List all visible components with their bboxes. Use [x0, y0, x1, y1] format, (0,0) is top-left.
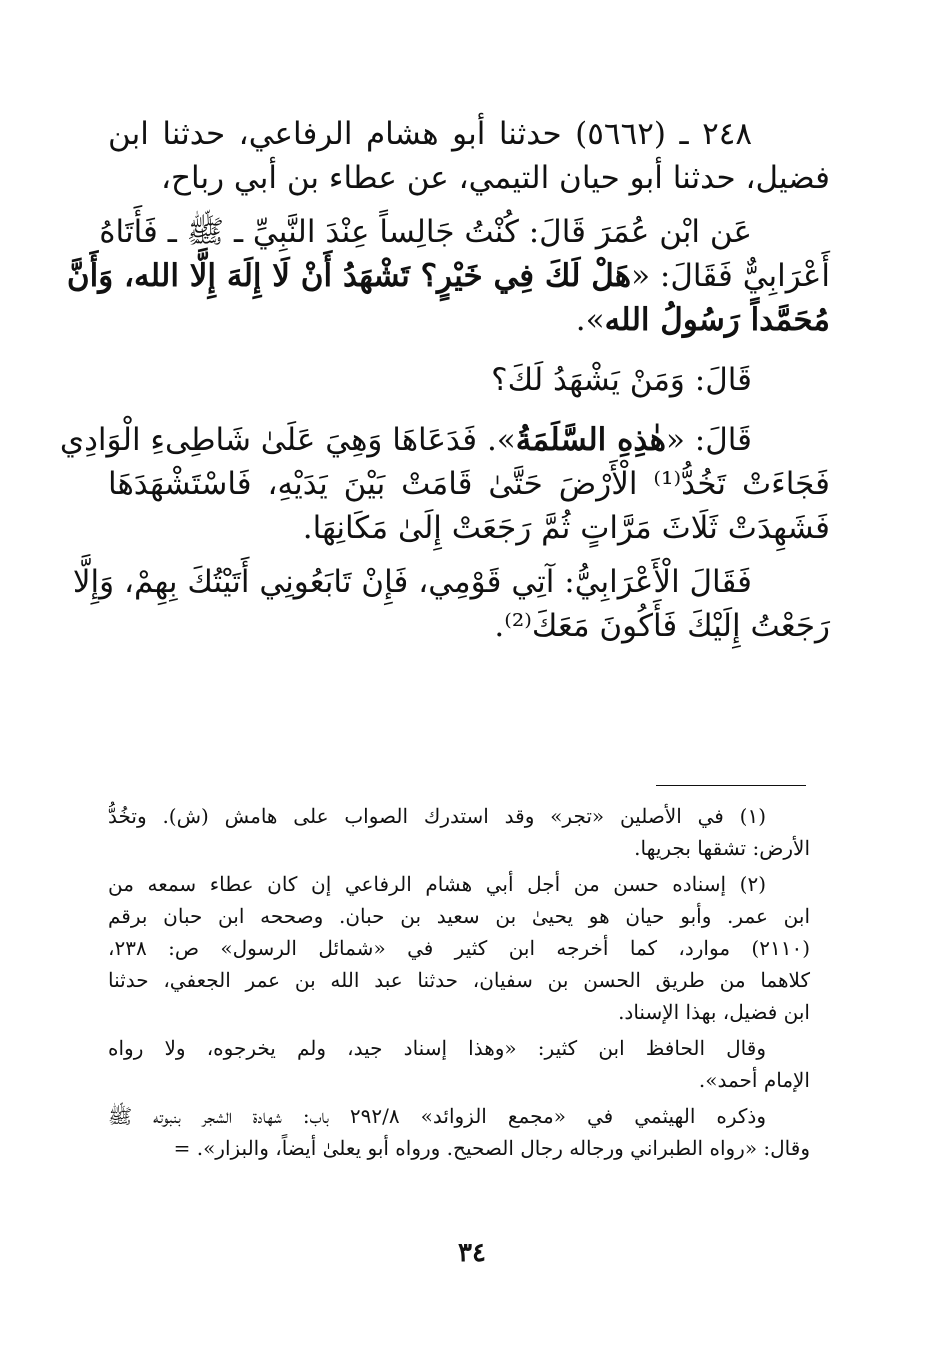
- footnote-separator: [656, 785, 806, 786]
- footnotes: [108, 800, 810, 1164]
- footnote-2-line-3: (٢١١٠) موارد، كما أخرجه ابن كثير في «شمائل الرسول» ص: ٢٣٨،: [108, 936, 810, 960]
- hadith-matn-text: ». فَدَعَاهَا وَهِيَ عَلَىٰ شَاطِىءِ الْوَادِي: [59, 422, 516, 458]
- hadith-text: [59, 112, 830, 648]
- footnote-1-line-2: الأرض: تشقها بجريها.: [634, 836, 810, 860]
- hadith-matn-text: قَالَ: «: [665, 422, 752, 458]
- footnote-4-line-2: وقال: «رواه الطبراني ورجاله رجال الصحيح. ورواه أبو يعلىٰ أيضاً، والبزار». =: [173, 1136, 810, 1160]
- footnote-3-line-2: الإمام أحمد».: [698, 1068, 810, 1092]
- paragraph-gap: [108, 550, 830, 560]
- footnote-2-line-5: ابن فضيل، بهذا الإسناد.: [618, 1000, 810, 1024]
- prophet-speech: مُحَمَّداً رَسُولُ الله: [604, 302, 830, 338]
- hadith-matn-text: أَعْرَابِيٌّ فَقَالَ: «: [631, 258, 830, 294]
- hadith-matn-question: قَالَ: وَمَنْ يَشْهَدُ لَكَ؟: [491, 362, 752, 398]
- footnote-2-line-2: ابن عمر. وأبو حيان هو يحيىٰ بن سعيد بن حبان. وصححه ابن حبان برقم: [108, 904, 810, 928]
- hadith-matn-line-2: [66, 254, 830, 298]
- page-number: ٣٤: [458, 1238, 486, 1268]
- hadith-isnad-line-1: ٢٤٨ ـ (٥٦٦٢) حدثنا أبو هشام الرفاعي، حدثنا ابن: [108, 116, 753, 152]
- hadith-matn-line-1: عَن ابْن عُمَرَ قَالَ: كُنْتُ جَالِساً عِنْدَ النَّبِيِّ ـ ﷺ ـ فَأَتَاهُ: [99, 214, 752, 250]
- hadith-matn-line-3: [108, 298, 830, 342]
- paragraph-gap: [108, 402, 830, 418]
- footnote-2-line-4: كلاهما من طريق الحسن بن سفيان، حدثنا عبد الله بن عمر الجعفي، حدثنا: [108, 968, 810, 992]
- hadith-matn-text: ».: [575, 302, 605, 338]
- prophet-speech: هَلْ لَكَ فِي خَيْرٍ؟ تَشْهَدُ أَنْ لَا إِلَهَ إِلَّا الله، وَأَنَّ: [66, 258, 632, 294]
- hadith-matn-line-7: فَقَالَ الْأَعْرَابِيُّ: آتِي قَوْمِي، فَإِنْ تَابَعُونِي أَتَيْتُكَ بِهِمْ، وَإِلَّا: [72, 564, 752, 600]
- paragraph-gap: [108, 342, 830, 358]
- hadith-matn-line-8: رَجَعْتُ إِلَيْكَ فَأَكُونَ مَعَكَ⁽²⁾.: [494, 608, 830, 644]
- footnote-4-line-1: وذكره الهيثمي في «مجمع الزوائد» ٢٩٢/٨ باب: شهادة الشجر بنبوته ﷺ: [108, 1104, 766, 1128]
- prophet-speech: هٰذِهِ السَّلَمَةُ: [515, 422, 666, 458]
- footnote-3-line-1: وقال الحافظ ابن كثير: «وهذا إسناد جيد، ولم يخرجوه، ولا رواه: [108, 1036, 766, 1060]
- footnote-1-line-1: (١) في الأصلين «تجر» وقد استدرك الصواب على هامش (ش). وتخُدُّ: [108, 804, 766, 828]
- hadith-matn-line-6: فَشَهِدَتْ ثَلَاثَ مَرَّاتٍ ثُمَّ رَجَعَتْ إِلَىٰ مَكَانِهَا.: [302, 510, 830, 546]
- hadith-matn-line-5: فَجَاءَتْ تَخُدُّ⁽¹⁾ الْأَرْضَ حَتَّىٰ قَامَتْ بَيْنَ يَدَيْهِ، فَاسْتَشْهَدَهَا: [108, 466, 830, 502]
- hadith-isnad-line-2: فضيل، حدثنا أبو حيان التيمي، عن عطاء بن أبي رباح،: [160, 160, 830, 196]
- paragraph-gap: [108, 200, 830, 210]
- hadith-matn-line-4: [59, 418, 830, 462]
- footnote-2-line-1: (٢) إسناده حسن من أجل أبي هشام الرفاعي إن كان عطاء سمعه من: [108, 872, 766, 896]
